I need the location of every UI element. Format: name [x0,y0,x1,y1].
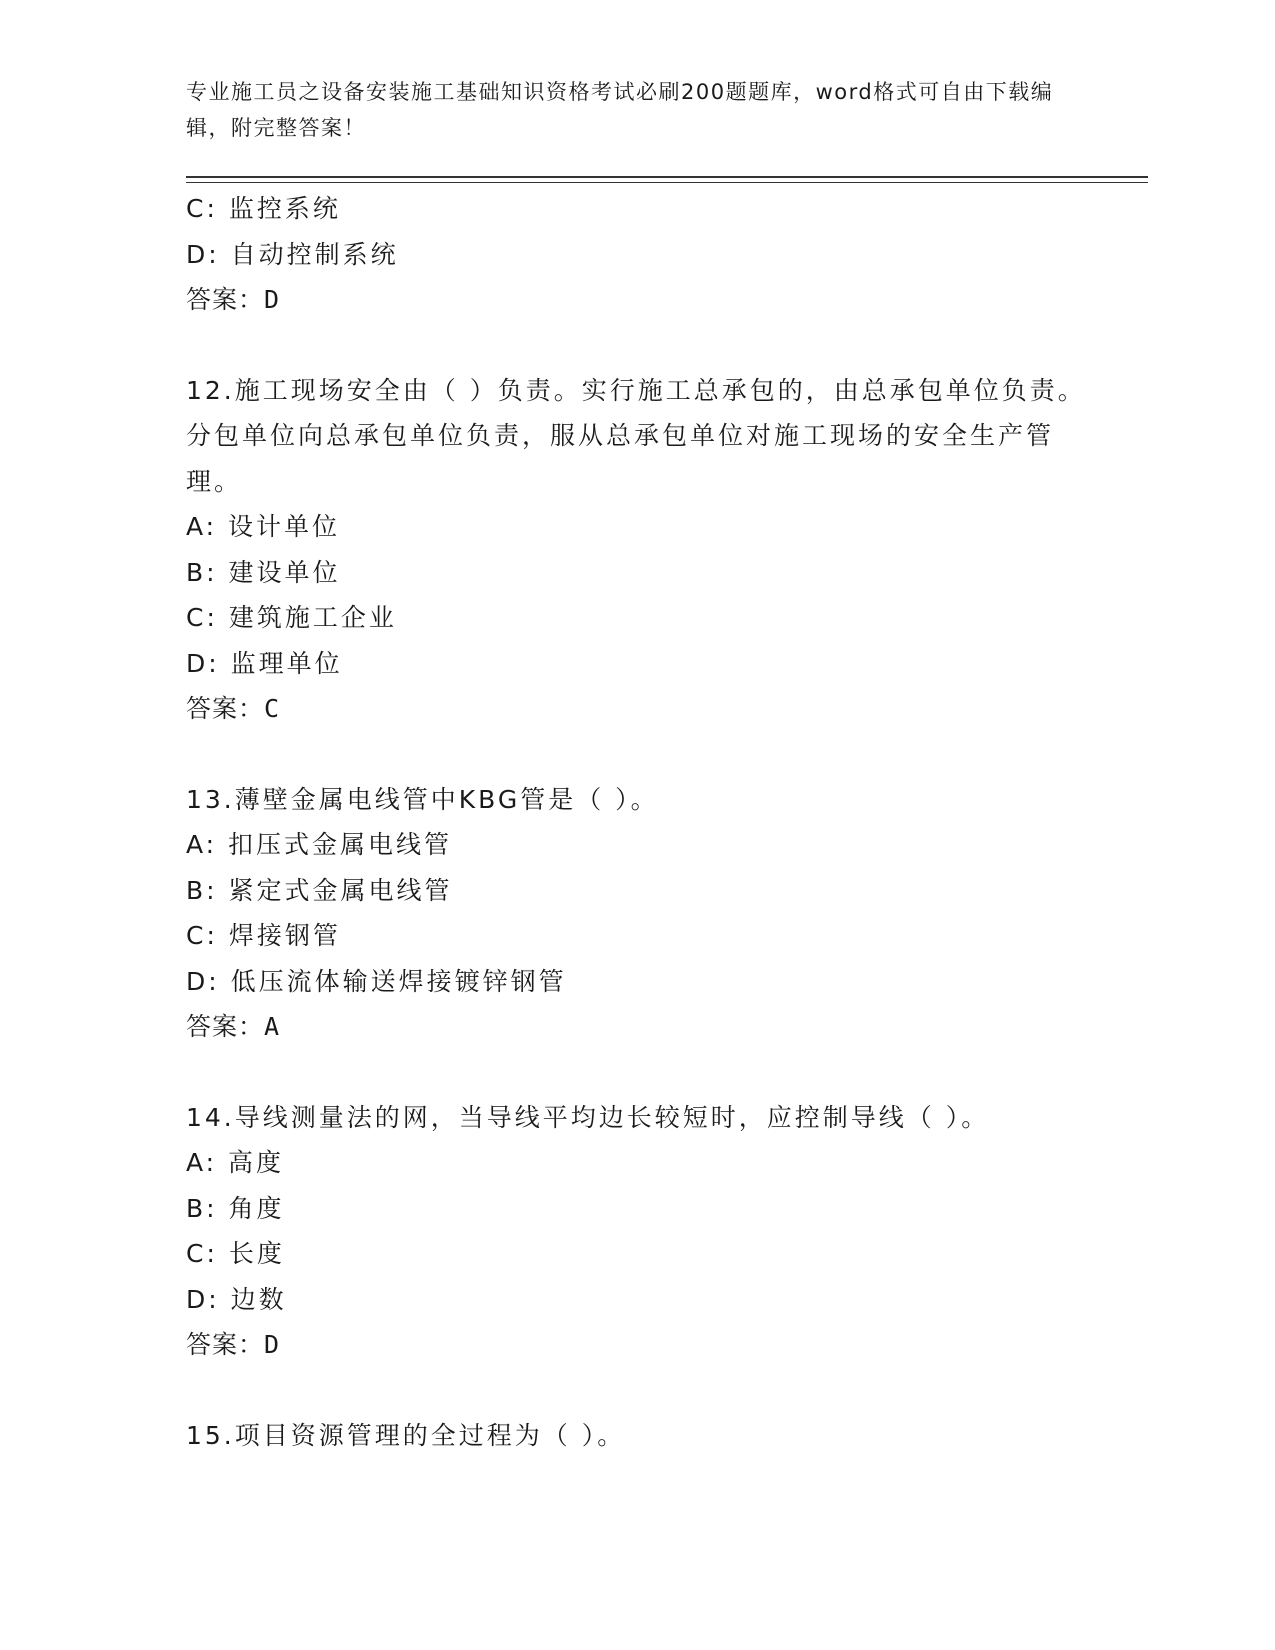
header-rule-thin [186,182,1148,183]
option-text: 焊接钢管 [228,921,341,950]
option-line [186,1277,1086,1323]
option-label: C: [186,1239,218,1268]
option-label: D: [186,966,220,996]
option-text: 监控系统 [228,194,341,223]
option-text: 监理单位 [230,648,343,678]
option-label: C: [186,194,218,223]
option-label: D: [186,239,220,269]
option-label: D: [186,648,220,678]
option-line [186,641,1086,687]
option-line [186,868,1086,914]
option-text: 设计单位 [228,512,341,541]
answer-label: 答案： [186,1012,265,1041]
option-line [186,595,1086,641]
question-body [186,186,1086,1458]
option-line [186,232,1086,278]
option-label: C: [186,921,218,950]
option-line [186,504,1086,550]
answer-value: A [264,1012,281,1041]
question-stem: 15.项目资源管理的全过程为（ ）。 [186,1420,626,1450]
answer-value: D [264,285,281,314]
option-text: 边数 [230,1284,287,1314]
option-line [186,959,1086,1005]
option-text: 紧定式金属电线管 [228,875,453,905]
option-line [186,913,1086,959]
answer-label: 答案： [186,694,265,723]
option-label: D: [186,1284,220,1314]
answer-line [186,1322,1086,1368]
option-label: A: [186,1148,218,1177]
answer-value: C [264,694,281,723]
option-label: C: [186,603,218,632]
option-text: 低压流体输送焊接镀锌钢管 [230,966,567,996]
answer-label: 答案： [186,285,265,314]
answer-line [186,277,1086,323]
option-line [186,1140,1086,1186]
option-line [186,822,1086,868]
option-label: B: [186,557,218,587]
option-text: 扣压式金属电线管 [228,830,453,859]
option-line [186,550,1086,596]
option-text: 高度 [228,1148,285,1177]
option-line [186,1231,1086,1277]
option-label: B: [186,1193,218,1223]
header-rule-thick [186,176,1148,178]
option-line [186,1186,1086,1232]
option-text: 角度 [228,1193,285,1223]
option-label: B: [186,875,218,905]
question-stem: 13.薄壁金属电线管中KBG管是（ ）。 [186,784,659,814]
option-text: 长度 [228,1239,285,1268]
answer-line [186,1004,1086,1050]
document-header: 专业施工员之设备安装施工基础知识资格考试必刷200题题库，word格式可自由下载编辑，附完整答案！ [186,80,1054,140]
answer-line [186,686,1086,732]
question-stem: 12.施工现场安全由（ ）负责。实行施工总承包的，由总承包单位负责。分包单位向总承包单位负责，服从总承包单位对施工现场的安全生产管理。 [186,375,1086,496]
option-label: A: [186,512,218,541]
answer-label: 答案： [186,1330,265,1359]
option-text: 建设单位 [228,557,341,587]
answer-value: D [264,1330,281,1359]
option-label: A: [186,830,218,859]
option-text: 建筑施工企业 [228,603,397,632]
option-line [186,186,1086,232]
option-text: 自动控制系统 [230,239,399,269]
question-stem: 14.导线测量法的网，当导线平均边长较短时，应控制导线（ ）。 [186,1102,990,1132]
